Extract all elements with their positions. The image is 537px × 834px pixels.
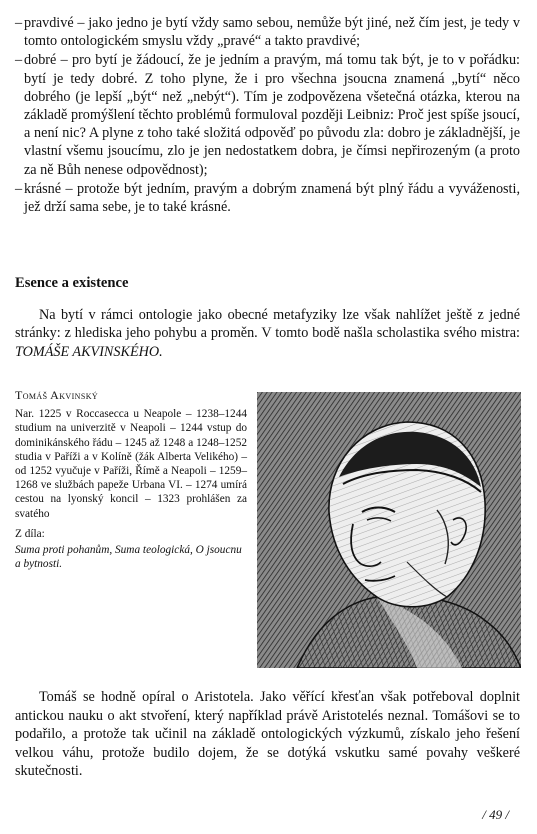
bullet-text-dobre: dobré – pro bytí je žádoucí, že je jedním a pravým, má tomu tak být, je to v pořádku: bytí je tedy dobré. Z toho plyne, že i pro všechna jsoucna znamená „bytí“ něco dobrého (je lepší „být“ než „nebýt“). Tím je zodpovězena všetečná otázka, kterou na základě promýšlení těchto problémů formuloval později Leibniz: Proč jest spíše jsoucí, a není nic? A plyne z toho také složitá odpověď po původu zla: dobro je základnější, je vlastní všemu jsoucímu, zlo je jen nedostatkem dobra, je čímsi nepřirozeným (a proto za ně Bůh nenese odpovědnost); xyxy=(24,52,520,178)
intro-text: Na bytí v rámci ontologie jako obecné metafyziky lze však nahlížet ještě z jedné stránky: z hlediska jeho pohybu a proměn. V tomto bodě našla scholastika svého mistra: xyxy=(15,307,520,342)
intro-paragraph xyxy=(15,306,520,361)
sidebar-title: Tomáš Akvinský xyxy=(15,388,99,402)
sidebar-works-label: Z díla: xyxy=(15,527,45,540)
sidebar-works: Suma proti pohanům, Suma teologická, O jsoucnu a bytnosti. xyxy=(15,544,242,571)
list-item xyxy=(15,14,520,50)
closing-paragraph: Tomáš se hodně opíral o Aristotela. Jako věřící křesťan však potřeboval doplnit antickou nauku o akt stvoření, který například právě Aristotelés neznal. Tomášovi se to podařilo, a protože tak učinil na základě ontologických výzkumů, získalo jeho řešení velkou váhu, protože budilo dojem, že se dotýká vskutku samé povahy veškeré skutečnosti. xyxy=(15,689,520,780)
bullet-dash: – xyxy=(15,15,23,31)
portrait-engraving xyxy=(257,392,521,668)
page-number: / 49 / xyxy=(482,807,509,822)
section-heading: Esence a existence xyxy=(15,275,129,291)
biography-sidebar xyxy=(15,388,247,571)
bullet-text-pravdive: pravdivé – jako jedno je bytí vždy samo sebou, nemůže být jiné, než čím jest, je tedy v tomto ontologickém smyslu vždy „pravé“ a takto pravdivé; xyxy=(24,15,520,50)
sidebar-bio: Nar. 1225 v Roccasecca u Neapole – 1238–1244 studium na univerzitě v Neapoli – 1244 vstup do dominikánského řádu – 1245 až 1248 a 1248–1252 studia v Paříži a v Kolíně (žák Alberta Velikého) – od 1252 vyučuje v Paříži, Římě a Neapoli – 1259–1268 ve službách papeže Urbana VI. – 1274 umírá cestou na lyonský koncil – 1323 prohlášen za svatého xyxy=(15,408,247,520)
bullet-list xyxy=(15,14,520,217)
bullet-dash: – xyxy=(15,52,23,69)
list-item xyxy=(15,180,520,216)
bullet-dash: – xyxy=(15,180,23,197)
portrait-image xyxy=(257,392,521,668)
intro-emphasis: TOMÁŠE AKVINSKÉHO. xyxy=(15,343,163,360)
list-item xyxy=(15,51,520,178)
bullet-text-krasne: krásné – protože být jedním, pravým a dobrým znamená být plný řádu a vyváženosti, jež drží sama sebe, je to také krásné. xyxy=(24,180,520,216)
